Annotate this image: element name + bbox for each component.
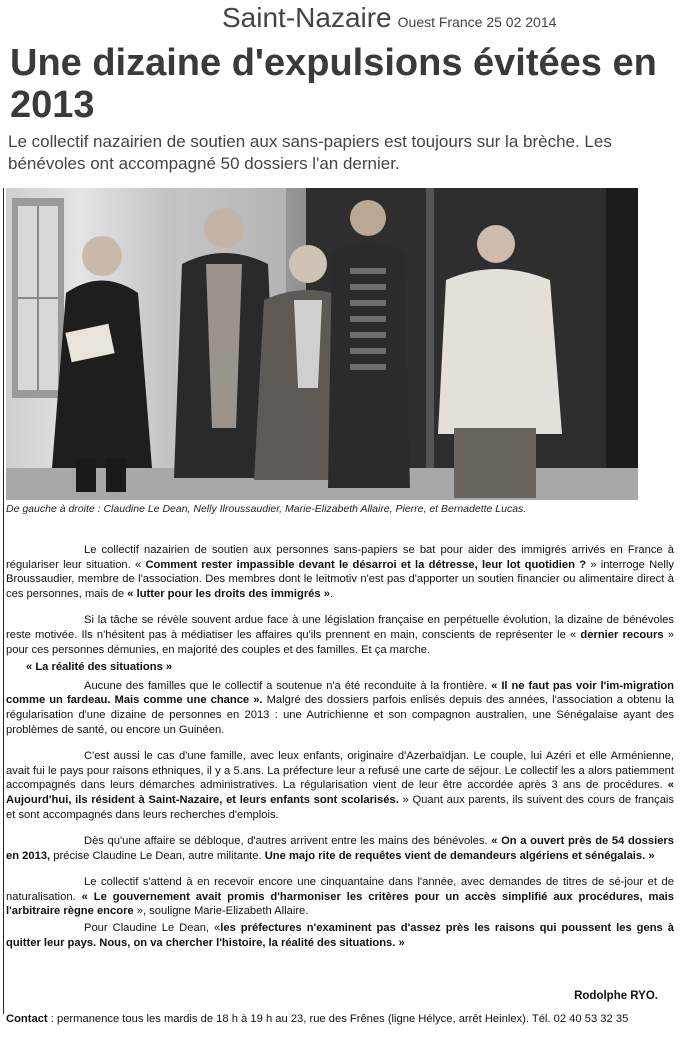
text-run: précise Claudine Le Dean, autre militante. <box>50 849 265 862</box>
quote-bold: les préfectures n'examinent pas d'assez près les raisons qui poussent les gens à quitter leur pays. Nous, on va chercher l'histoire, la réalité des situations. » <box>6 922 674 949</box>
article-body <box>6 543 674 950</box>
quote-bold: « Le gouvernement avait promis d'harmoniser les critères pour un accès simplifié aux procédures, mais l'arbitraire règne encore <box>6 890 674 918</box>
source-line: Ouest France 25 02 2014 <box>397 14 557 30</box>
text-run: Si la tâche se révèle souvent ardue face à une législation française en perpétuelle évolution, la dizaine de bénévoles reste motivée. Ils n'hésitent pas à médiatiser les affaires qu'ils prennent en main, conscients de représenter le « <box>6 614 674 641</box>
quote-bold: « Il ne faut pas voir l'im-migration comme un fardeau. Mais comme une chance ». <box>6 679 674 707</box>
text-run: Pour Claudine Le Dean, « <box>84 922 221 935</box>
text-run: . <box>329 587 334 600</box>
headline: Une dizaine d'expulsions évitées en 2013 <box>10 42 657 126</box>
group-photo-illustration <box>6 188 638 500</box>
paragraph-1 <box>6 543 674 601</box>
quote-bold: Une majo rite de requêtes vient de demandeurs algériens et sénégalais. » <box>264 849 655 862</box>
text-run: Le collectif nazairien de soutien aux personnes sans-papiers se bat pour aider des immigrés arrivés en France à régulariser leur situation. « <box>6 544 674 571</box>
text-run: » interroge Nelly Broussaudier, membre de l'association. Des membres dont le leitmotiv n'est pas d'apporter un soutien financier ou alimentaire direct à ces personnes, mais de <box>6 558 674 600</box>
paragraph-2 <box>6 613 674 657</box>
quote-bold: « On a ouvert près de 54 dossiers en 2013, <box>6 835 675 862</box>
quote-bold: dernier recours <box>580 628 664 641</box>
city-name: Saint-Nazaire <box>222 2 392 33</box>
column-rule <box>3 188 4 1014</box>
text-run: Dès qu'une affaire se débloque, d'autres arrivent entre les mains des bénévoles. <box>84 835 492 848</box>
paragraph-6 <box>6 875 674 919</box>
photo-caption: De gauche à droite : Claudine Le Dean, Nelly Ilroussaudier, Marie-Elizabeth Allaire, Pierre, et Bernadette Lucas. <box>6 503 527 515</box>
text-run: » pour ces personnes démunies, en majorité des couples et des familles. Et ça marche. <box>6 628 674 656</box>
text-run: Malgré des dossiers parfois enlisés depuis des années, l'association a obtenu la régularisation d'une dizaine de personnes en 2013 : une Autrichienne et son compagnon australien, une Sénégalaise ayant des problèmes de santé, ou encore un Guinéen. <box>6 694 674 736</box>
contact-label: Contact <box>6 1013 48 1025</box>
text-run: C'est aussi le cas d'une famille, avec leux enfants, originaire d'Azerbaïdjan. Le couple, lui Azéri et elle Arménienne, avait fui le pays pour raisons ethniques, il y a 5.ans. La préfecture leur a refusé une carte de séjour. Le collectif les a alors patiemment accompagnés dans leurs démarches administratives. La régularisation vient de leur être accordée après 3 ans de procédures. <box>6 750 674 792</box>
text-run: Aucune des familles que le collectif a soutenue n'a été reconduite à la frontière. <box>84 679 492 692</box>
contact-line <box>6 1012 678 1027</box>
standfirst: Le collectif nazairien de soutien aux sans-papiers est toujours sur la brèche. Les bénévoles ont accompagné 50 dossiers l'an dernier. <box>8 132 612 173</box>
paragraph-5 <box>6 834 674 863</box>
text-run: » Quant aux parents, ils suivent des cours de français et sont accompagnés dans leurs recherches d'emplois. <box>6 793 675 821</box>
quote-bold: « Aujourd'hui, ils résident à Saint-Nazaire, et leurs enfants sont scolarisés. <box>6 779 674 806</box>
quote-bold: Comment rester impassible devant le désarroi et la détresse, leur lot quotidien ? <box>145 558 587 571</box>
paragraph-7 <box>6 921 674 950</box>
text-run: », souligne Marie-Elizabeth Allaire. <box>133 905 309 918</box>
contact-text: : permanence tous les mardis de 18 h à 19 h au 23, rue des Frênes (ligne Hélyce, arrêt Heinlex). Tél. 02 40 53 32 35 <box>47 1013 629 1025</box>
subheading: « La réalité des situations » <box>26 661 173 674</box>
group-photo <box>6 188 638 500</box>
author-signature: Rodolphe RYO. <box>574 990 658 1002</box>
quote-bold: « lutter pour les droits des immigrés » <box>127 587 330 600</box>
paragraph-3 <box>6 679 674 737</box>
header <box>222 2 556 34</box>
paragraph-4 <box>6 749 674 822</box>
text-run: Le collectif s'attend à en recevoir encore une cinquantaine dans l'année, avec demandes de titres de sé-jour et de naturalisation. <box>6 876 674 903</box>
